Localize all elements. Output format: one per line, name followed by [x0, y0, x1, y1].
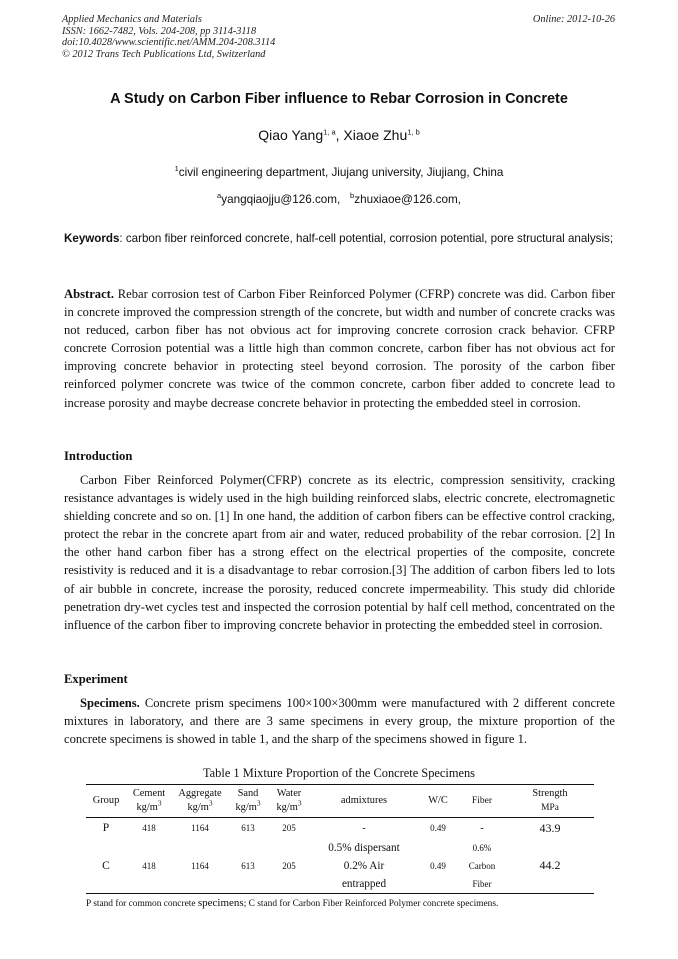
column-header: Group	[86, 785, 126, 818]
keywords-text: : carbon fiber reinforced concrete, half-cell potential, corrosion potential, pore structural analysis;	[119, 232, 614, 245]
table-cell: C	[86, 839, 126, 894]
author-name: Qiao Yang	[258, 127, 324, 143]
abstract	[64, 285, 615, 412]
column-header: admixtures	[310, 785, 418, 818]
affiliation	[0, 166, 678, 179]
table-caption: Table 1 Mixture Proportion of the Concrete Specimens	[202, 766, 475, 780]
table-cell: 44.2	[506, 839, 594, 894]
table-footnote: P stand for common concrete specimens; C stand for Carbon Fiber Reinforced Polymer concrete specimens.	[86, 897, 499, 909]
affiliation-sup: 1	[174, 164, 179, 174]
column-header: Fiber	[458, 785, 506, 818]
keywords-label: Keywords	[64, 232, 120, 245]
specimens-paragraph	[64, 694, 615, 748]
table-cell: -	[362, 822, 366, 834]
table-cell: -	[480, 822, 484, 834]
copyright-line: © 2012 Trans Tech Publications Ltd, Switzerland	[62, 48, 266, 60]
table-cell: 418	[126, 839, 172, 894]
online-date: Online: 2012-10-26	[532, 14, 615, 25]
author-line	[0, 127, 678, 143]
email-sup: b	[350, 191, 355, 201]
table-cell: 1164	[172, 839, 228, 894]
table-cell: P	[102, 822, 110, 835]
table-cell: 0.49	[418, 839, 458, 894]
column-header: Sand $kg/m^3$	[228, 785, 268, 818]
mixture-table	[86, 784, 594, 894]
abstract-label: Abstract.	[64, 287, 115, 301]
email-address: zhuxiaoe@126.com,	[354, 193, 461, 206]
column-header: Aggregate $kg/m^3$	[172, 785, 228, 818]
page-header	[62, 14, 615, 60]
affiliation-text: civil engineering department, Jiujang university, Jiujiang, China	[178, 166, 504, 179]
author-separator: ,	[335, 127, 344, 143]
column-header: Water $kg/m^3$	[268, 785, 310, 818]
column-header: Strength MPa	[506, 785, 594, 818]
specimens-text: Concrete prism specimens 100×100×300mm were manufactured with 2 different concrete mixtures in laboratory, and there are 3 same specimens in every group, the mixture proportion of the concrete specimens is showed in table 1, and the sharp of the specimens showed in figure 1.	[64, 696, 615, 747]
table-cell: 205	[282, 823, 296, 834]
email-address: yangqiaojju@126.com,	[221, 193, 341, 206]
column-header: W/C	[418, 785, 458, 818]
author-affil-sup: 1, a	[323, 127, 336, 137]
email-line	[0, 193, 678, 206]
email-sup: a	[217, 191, 222, 201]
doi-line: doi:10.4028/www.scientific.net/AMM.204-208.3114	[62, 37, 276, 49]
table-cell: 418	[142, 823, 156, 834]
keywords	[64, 230, 615, 248]
specimens-label: Specimens.	[80, 696, 140, 710]
table-header-row	[86, 785, 594, 818]
column-header: Cement $kg/m^3$	[126, 785, 172, 818]
table-cell: 0.5% dispersant 0.2% Air entrapped	[310, 839, 418, 894]
table-cell: 0.6% Carbon Fiber	[458, 839, 506, 894]
table-cell: 613	[228, 839, 268, 894]
section-heading-introduction: Introduction	[64, 449, 133, 463]
table-row	[86, 818, 594, 839]
table-cell: 0.49	[430, 823, 446, 834]
table-cell: 613	[241, 823, 255, 834]
introduction-paragraph: Carbon Fiber Reinforced Polymer(CFRP) concrete as its electric, compression sensitivity, cracking resistance advantages is widely used in the high building reinforced slabs, electric concrete, electromagnetic shielding concrete and so on. [1] In one hand, the addition of carbon fibers can be effective control cracking, protect the rebar in the concrete apart from air and water, reduced probability of the rebar corrosion. [2] In the other hand carbon fiber has a strong effect on the electrical properties of the composite, concrete resistivity is reduced and it is a disadvantage to rebar corrosion.[3] The addition of carbon fibers led to lots of air bubble in concrete, increase the porosity, reduced concrete impermeability. This study did chloride penetration dry-wet cycles test and inspected the corrosion potential by half cell method, concentrated on the influence of the carbon fiber to improving concrete behavior in protecting the embedded steel in corrosion.	[64, 473, 615, 632]
table-cell: 205	[268, 839, 310, 894]
author-name: Xiaoe Zhu	[343, 127, 408, 143]
section-heading-experiment: Experiment	[64, 672, 128, 686]
table-row	[86, 839, 594, 894]
paper-title: A Study on Carbon Fiber influence to Rebar Corrosion in Concrete	[110, 91, 568, 107]
author-affil-sup: 1, b	[407, 127, 420, 137]
issn-line: ISSN: 1662-7482, Vols. 204-208, pp 3114-3118	[62, 25, 257, 37]
table-cell: 43.9	[539, 820, 561, 835]
table-cell: 1164	[191, 823, 209, 834]
journal-name: Applied Mechanics and Materials	[62, 14, 202, 25]
abstract-text: Rebar corrosion test of Carbon Fiber Reinforced Polymer (CFRP) concrete was did. Carbon fiber in concrete improved the compression strength of the concrete, but width and number of concrete cracks was not reduced, carbon fiber has not obvious act for improving concrete corrosion crack behavior. CFRP concrete Corrosion potential was a little high than common concrete, carbon fiber has not obvious act for improving concrete behavior in protecting steel beyond corrosion. The porosity of the carbon fiber reinforced polymer concrete was twice of the common concrete, carbon fiber added to concrete lead to increase porosity and maybe decrease concrete behavior in protecting the embedded steel in corrosion.	[64, 287, 615, 410]
